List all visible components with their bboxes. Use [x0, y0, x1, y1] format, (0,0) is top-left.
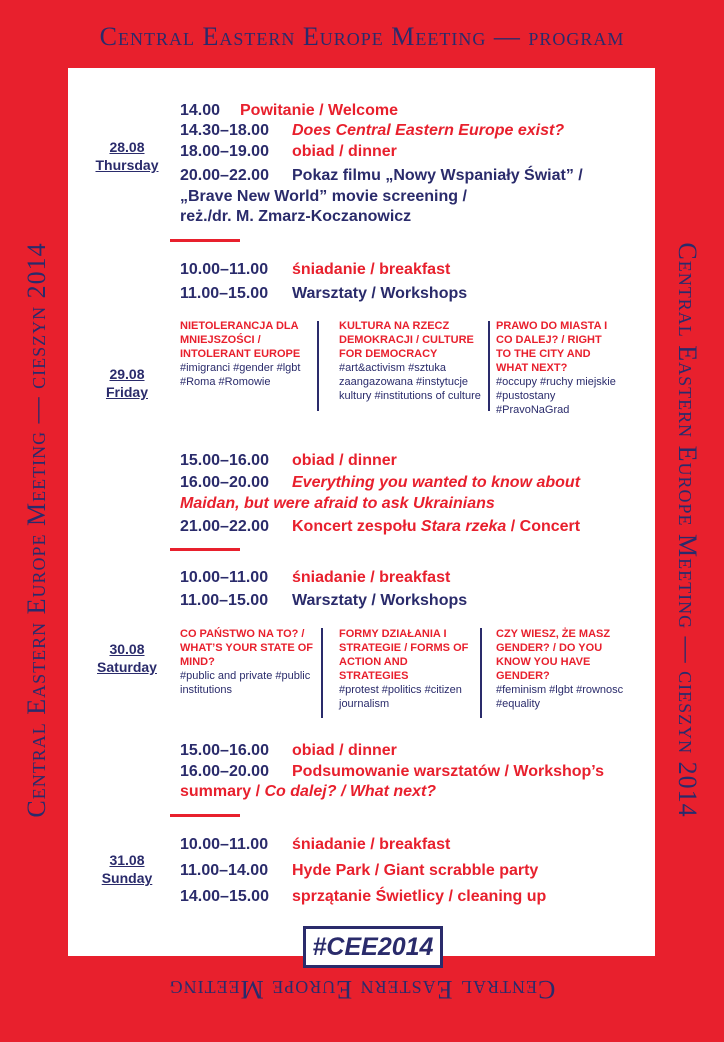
row-time: 14.30–18.00: [180, 122, 269, 139]
day-name: Friday: [105, 384, 148, 400]
top-border-title: Central Eastern Europe Meeting — program: [99, 22, 625, 51]
column-divider: [488, 321, 490, 411]
day-date: 28.08: [109, 139, 145, 155]
column-divider: [321, 628, 323, 718]
workshop-block: KULTURA NA RZECZ DEMOKRACJI / CULTURE FOR DEMOCRACY #art&activism #sztuka zaangazowana #instytucje kultury #institutions of culture: [339, 320, 481, 402]
row-time: 20.00–22.00: [180, 167, 269, 184]
schedule-row-cont: summary / Co dalej? / What next?: [180, 783, 437, 800]
left-border-title: Central Eastern Europe Meeting — cieszyn 2014: [22, 242, 51, 818]
schedule-row: 11.00–15.00 Warsztaty / Workshops: [180, 285, 468, 302]
day-name: Sunday: [101, 870, 153, 886]
schedule-row-cont: „Brave New World” movie screening /: [180, 188, 467, 205]
workshop-block: PRAWO DO MIASTA I CO DALEJ? / RIGHT TO THE CITY AND WHAT NEXT? #occupy #ruchy miejskie #pustostany #PravoNaGrad: [496, 320, 616, 416]
schedule-row: 10.00–11.00 śniadanie / breakfast: [180, 836, 451, 853]
day-label-saturday: [82, 640, 172, 676]
row-activity: Does Central Eastern Europe exist?: [292, 122, 565, 139]
day-date: 30.08: [109, 641, 145, 657]
section-divider: [170, 814, 240, 817]
day-label-sunday: [82, 851, 172, 887]
row-time: 18.00–19.00: [180, 143, 269, 160]
workshop-block: CO PAŃSTWO NA TO? / WHAT’S YOUR STATE OF MIND? #public and private #public institutions: [180, 628, 314, 696]
row-activity: Powitanie / Welcome: [240, 102, 398, 119]
schedule-row: 11.00–14.00 Hyde Park / Giant scrabble party: [180, 862, 539, 879]
schedule-row: 11.00–15.00 Warsztaty / Workshops: [180, 592, 468, 609]
column-divider: [480, 628, 482, 718]
schedule-row-cont: Maidan, but were afraid to ask Ukrainians: [180, 495, 495, 512]
day-label-thursday: [82, 138, 172, 174]
schedule-row: 15.00–16.00 obiad / dinner: [180, 742, 397, 759]
day-date: 31.08: [109, 852, 145, 868]
schedule-row: [180, 121, 564, 141]
column-divider: [317, 321, 319, 411]
row-time: 14.00: [180, 102, 221, 119]
schedule-row: [180, 166, 583, 186]
workshop-block: CZY WIESZ, ŻE MASZ GENDER? / DO YOU KNOW YOU HAVE GENDER? #feminism #lgbt #rownosc #equality: [496, 628, 624, 710]
schedule-row: 10.00–11.00 śniadanie / breakfast: [180, 569, 451, 586]
right-border-title: Central Eastern Europe Meeting — cieszyn 2014: [673, 242, 702, 818]
day-label-friday: [82, 365, 172, 401]
row-activity: Pokaz filmu „Nowy Wspaniały Świat” /: [292, 167, 583, 184]
section-divider: [170, 239, 240, 242]
schedule-row: 16.00–20.00 Podsumowanie warsztatów / Workshop’s: [180, 763, 605, 780]
workshop-block: FORMY DZIAŁANIA I STRATEGIE / FORMS OF ACTION AND STRATEGIES #protest #politics #citizen journalism: [339, 628, 469, 710]
schedule-row: 14.00–15.00 sprzątanie Świetlicy / cleaning up: [180, 888, 547, 905]
schedule-row: 16.00–20.00 Everything you wanted to know about: [180, 474, 581, 491]
schedule-row: 10.00–11.00 śniadanie / breakfast: [180, 261, 451, 278]
day-date: 29.08: [109, 366, 145, 382]
program-panel: [68, 68, 655, 956]
bottom-border-title: Central Eastern Europe Meeting: [168, 975, 556, 1004]
schedule-row: [180, 142, 397, 162]
day-name: Thursday: [95, 157, 159, 173]
day-name: Saturday: [97, 659, 157, 675]
hashtag-badge: #CEE2014: [303, 926, 443, 968]
schedule-row-cont: reż./dr. M. Zmarz-Koczanowicz: [180, 208, 412, 225]
section-divider: [170, 548, 240, 551]
schedule-row: 15.00–16.00 obiad / dinner: [180, 452, 397, 469]
schedule-row: [180, 101, 398, 121]
workshop-block: NIETOLERANCJA DLA MNIEJSZOŚCI / INTOLERANT EUROPE #imigranci #gender #lgbt #Roma #Romowie: [180, 320, 301, 388]
row-activity: obiad / dinner: [292, 143, 397, 160]
schedule-row: 21.00–22.00 Koncert zespołu Stara rzeka / Concert: [180, 518, 581, 535]
